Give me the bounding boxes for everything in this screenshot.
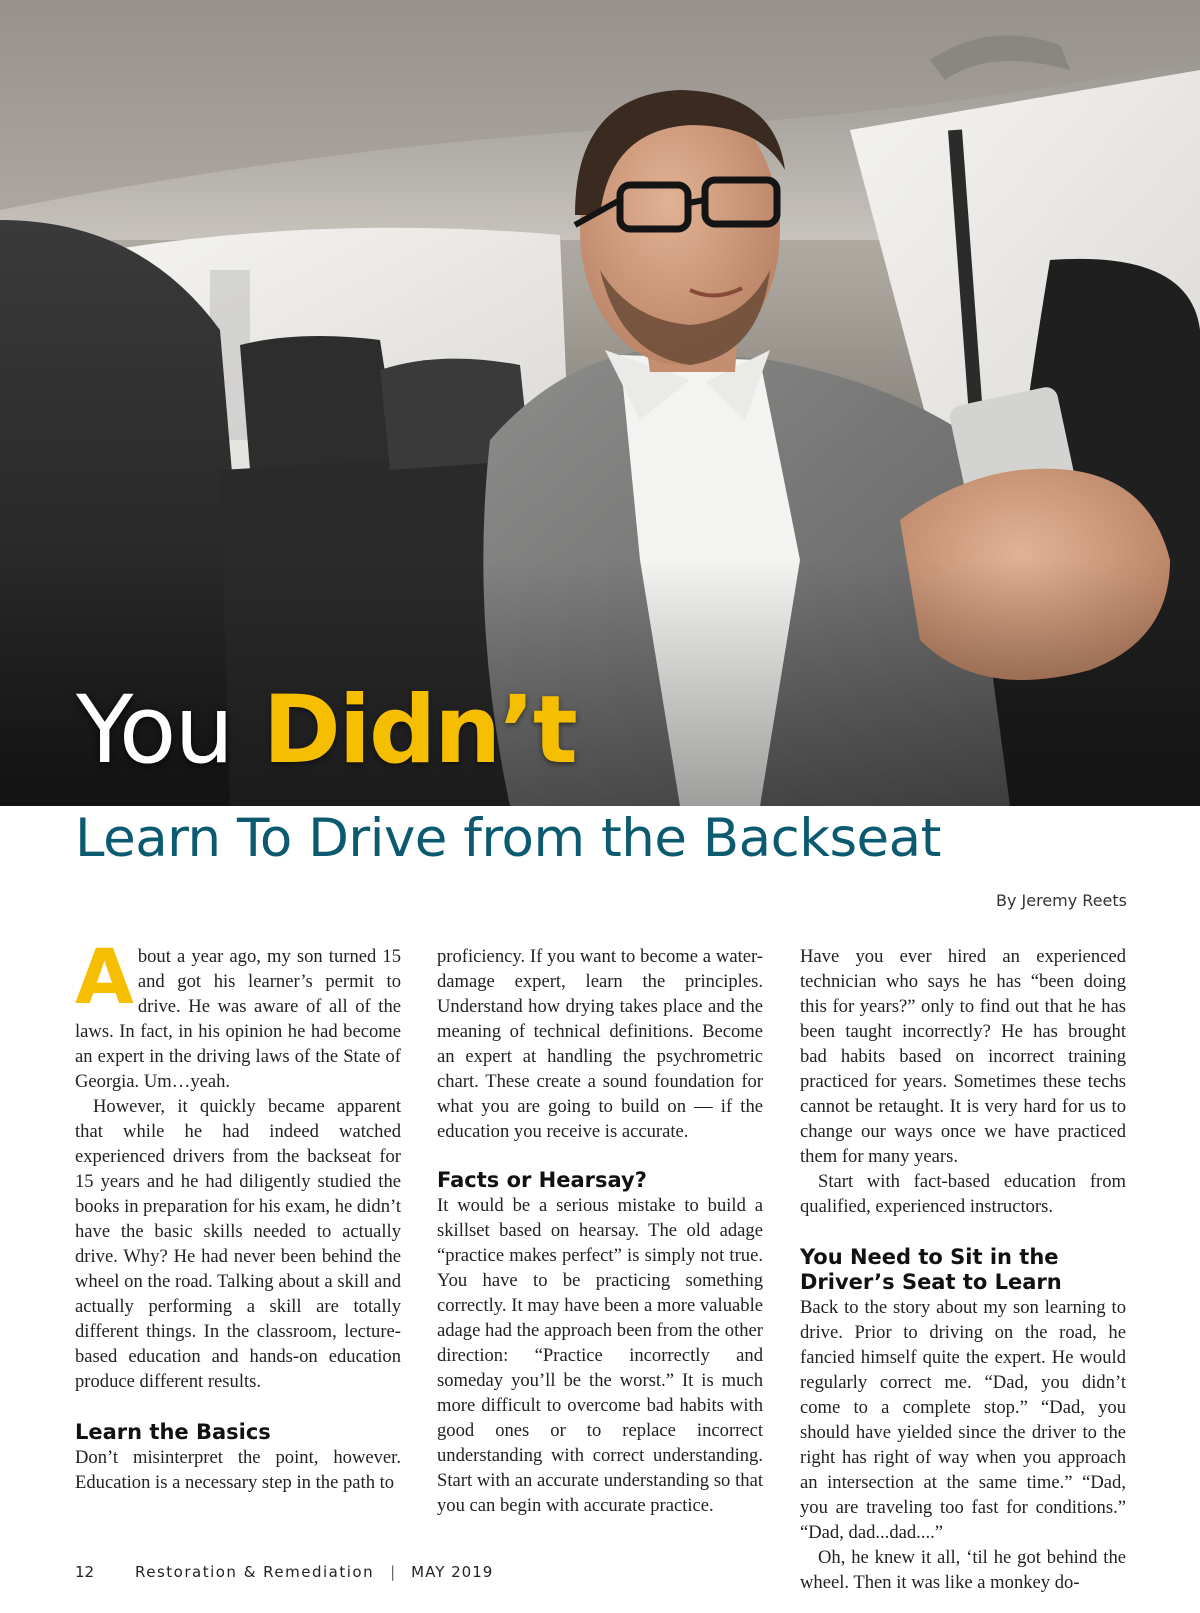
article-title [76,676,576,785]
paragraph: However, it quickly became apparent that while he had indeed watched experienced drivers from the backseat for 15 years and he had diligently studied the books in preparation for his exam, he didn’t have the basic skills needed to actually drive. Why? He had never been behind the wheel on the road. Talking about a skill and actually performing a skill are totally different things. In the classroom, lecture-based education and hands-on education produce different results. [75,1096,402,1392]
paragraph: It would be a serious mistake to build a skillset based on hearsay. The old adage “practice makes perfect” is simply not true. You have to be practicing something correctly. It may have been a more valuable adage had the approach been from the other direction: “Practice incorrectly and someday you’ll be the worst.” It is much more difficult to overcome bad habits with good ones or to replace incorrect understanding with correct understanding. Start with an accurate understanding so that you can begin with accurate practice. [437,1195,763,1516]
paragraph: Oh, he knew it all, ‘til he got behind the wheel. Then it was like a monkey do- [800,1547,1126,1593]
paragraph-continued: proficiency. If you want to become a water-damage expert, learn the principles. Understand how drying takes place and the meaning of technical definitions. Become an expert at handling the psychrometric chart. These create a sound foundation for what you are going to build on — if the education you receive is accurate. [437,946,763,1142]
text-column-3 [800,944,1126,1595]
page-number: 12 [75,1563,95,1581]
paragraph: Don’t misinterpret the point, however. Education is a necessary step in the path to [75,1447,401,1493]
footer-separator: | [390,1563,396,1581]
section-heading: Facts or Hearsay? [437,1168,647,1192]
drop-cap: A [75,932,134,1021]
paragraph-continued: Have you ever hired an experienced technician who says he has “been doing this for years?” only to find out that he has been taught incorrectly? He has brought bad habits based on incorrect training practiced for years. Sometimes these techs cannot be retaught. It is very hard for us to change our ways once we have practiced them for many years. [800,946,1126,1167]
section-heading: Learn the Basics [75,1420,271,1444]
paragraph: Back to the story about my son learning to drive. Prior to driving on the road, he fancied himself quite the expert. He would regularly correct me. “Dad, you didn’t come to a complete stop.” “Dad, you should have yielded since the driver to the right has right of way when you approach an intersection at the same time.” “Dad, you are traveling too fast for conditions.” “Dad, dad...dad....” [800,1297,1126,1543]
page-footer [75,1563,493,1581]
magazine-name: Restoration & Remediation [135,1563,375,1581]
issue-date: MAY 2019 [411,1563,494,1581]
title-word-didnt: Didn’t [262,676,576,785]
paragraph: Start with fact-based education from qualified, experienced instructors. [800,1171,1126,1217]
paragraph [75,932,401,1094]
hero-photo [0,0,1200,806]
title-word-you: You [76,676,233,785]
paragraph-text: bout a year ago, my son turned 15 and got his learner’s permit to drive. He was aware of all of the laws. In fact, in his opinion he had become an expert in the driving laws of the State of Georgia. Um…yeah. [75,946,401,1092]
text-column-2 [437,944,763,1518]
byline: By Jeremy Reets [996,891,1127,910]
text-column-1 [75,932,402,1495]
article-subtitle: Learn To Drive from the Backseat [75,808,941,869]
section-heading: You Need to Sit in the Driver’s Seat to Learn [800,1245,1062,1294]
